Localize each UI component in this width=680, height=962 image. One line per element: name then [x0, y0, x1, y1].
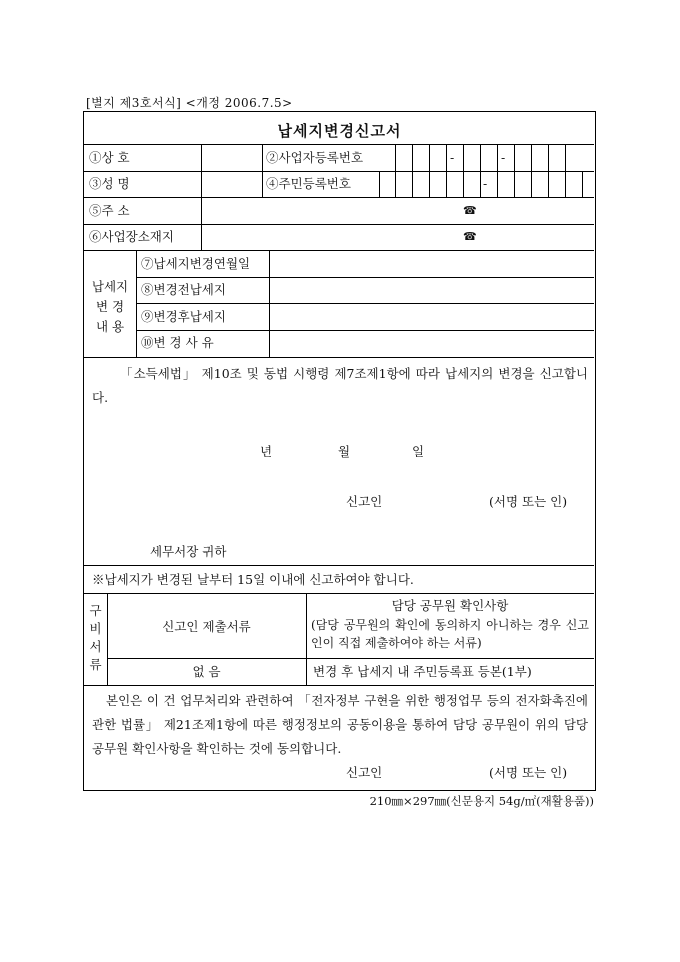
- submit-docs-value: 없 음: [192, 664, 221, 679]
- address-label: ⑤주 소: [89, 203, 130, 218]
- business-name-label: ①상 호: [89, 150, 130, 165]
- business-location-label: ⑥사업장소재지: [89, 229, 174, 244]
- business-location-field[interactable]: [202, 225, 593, 249]
- consent-declarant-label: 신고인: [346, 765, 383, 780]
- declarant-label: 신고인: [346, 494, 383, 509]
- change-section-label: 납세지 변 경 내 용: [91, 279, 129, 334]
- recipient-label: 세무서장 귀하: [150, 544, 227, 559]
- declaration-text: 「소득세법」 제10조 및 동법 시행령 제7조제1항에 따라 납세지의 변경을 신고합니다.: [92, 366, 588, 405]
- change-date-field[interactable]: [270, 251, 593, 276]
- form-frame: 납세지변경신고서 - - - ①상 호 ②사업자등록번호 ③성 명 ④주민등록번호 ⑤주 소 ☎ ⑥사업장소재지 ☎ 납세지 변 경 내 용 ⑦납세지변경연월일 ⑧변경전납세지 ⑨변경후납세지 ⑩변 경 사 유 「소득세법」 제10조 및 동법 시행령 제7조제1항에 따라 납세지의 변경을 신고합니다. 년 월 일 신고인 (서명 또는 인) 세무서장 귀하 ※납세지가 변경된 날부터 15일 이내에 신고하여야 합니다. 구 비 서 류 신고인 제출서류 담당 공무원 확인사항 (담당 공무원의 확인에 동의하지 아니하는 경우 신고인이 직접 제출하여야 하는 서류) 없 음 변경 후 납세지 내 주민등록표 등본(1부) 본인은 이 건 업무처리와 관련하여 「전자정부 구현을 위한 행정업무 등의 전자화촉진에 관한 법률」 제21조제1항에 따른 행정정보의 공동이용을 통하여 담당 공무원이 위의 담당 공무원 확인사항을 확인하는 것에 동의합니다. 신고인 (서명 또는 인): [83, 111, 596, 791]
- documents-label: 구 비 서 류: [89, 603, 102, 672]
- name-field[interactable]: [202, 172, 261, 196]
- name-label: ③성 명: [89, 176, 130, 191]
- new-taxplace-label: ⑨변경후납세지: [141, 309, 226, 324]
- previous-taxplace-field[interactable]: [270, 278, 593, 302]
- form-title: 납세지변경신고서: [277, 122, 402, 140]
- consent-text: 본인은 이 건 업무처리와 관련하여 「전자정부 구현을 위한 행정업무 등의 전자화촉진에 관한 법률」 제21조제1항에 따른 행정정보의 공동이용을 통하여 담당 공무원이 위의 담당 공무원 확인사항을 확인하는 것에 동의합니다.: [92, 693, 588, 756]
- confirm-docs-header: 담당 공무원 확인사항: [391, 598, 509, 613]
- resident-reg-no-field[interactable]: [380, 172, 593, 196]
- confirm-docs-note: (담당 공무원의 확인에 동의하지 아니하는 경우 신고인이 직접 제출하여야 하는 서류): [311, 618, 589, 650]
- submit-docs-header: 신고인 제출서류: [162, 619, 251, 634]
- phone-icon: ☎: [463, 204, 477, 217]
- change-reason-field[interactable]: [270, 331, 593, 356]
- date-month-label: 월: [338, 444, 351, 459]
- notice-text: ※납세지가 변경된 날부터 15일 이내에 신고하여야 합니다.: [92, 572, 414, 587]
- confirm-docs-value: 변경 후 납세지 내 주민등록표 등본(1부): [313, 664, 532, 679]
- paper-spec: 210㎜×297㎜(신문용지 54g/㎡(재활용품)): [369, 794, 594, 808]
- new-taxplace-field[interactable]: [270, 304, 593, 329]
- business-reg-no-label: ②사업자등록번호: [266, 150, 364, 165]
- address-field[interactable]: [202, 198, 593, 223]
- signature-label: (서명 또는 인): [489, 494, 568, 509]
- form-number-note: [별지 제3호서식] <개정 2006.7.5>: [86, 96, 293, 110]
- phone-icon: ☎: [463, 230, 477, 243]
- previous-taxplace-label: ⑧변경전납세지: [141, 282, 226, 297]
- consent-signature-label: (서명 또는 인): [489, 765, 568, 780]
- date-day-label: 일: [412, 444, 425, 459]
- change-date-label: ⑦납세지변경연월일: [141, 256, 251, 271]
- change-reason-label: ⑩변 경 사 유: [141, 335, 214, 350]
- business-reg-no-field[interactable]: [380, 145, 593, 170]
- date-year-label: 년: [260, 444, 273, 459]
- business-name-field[interactable]: [202, 145, 261, 170]
- resident-reg-no-label: ④주민등록번호: [266, 176, 351, 191]
